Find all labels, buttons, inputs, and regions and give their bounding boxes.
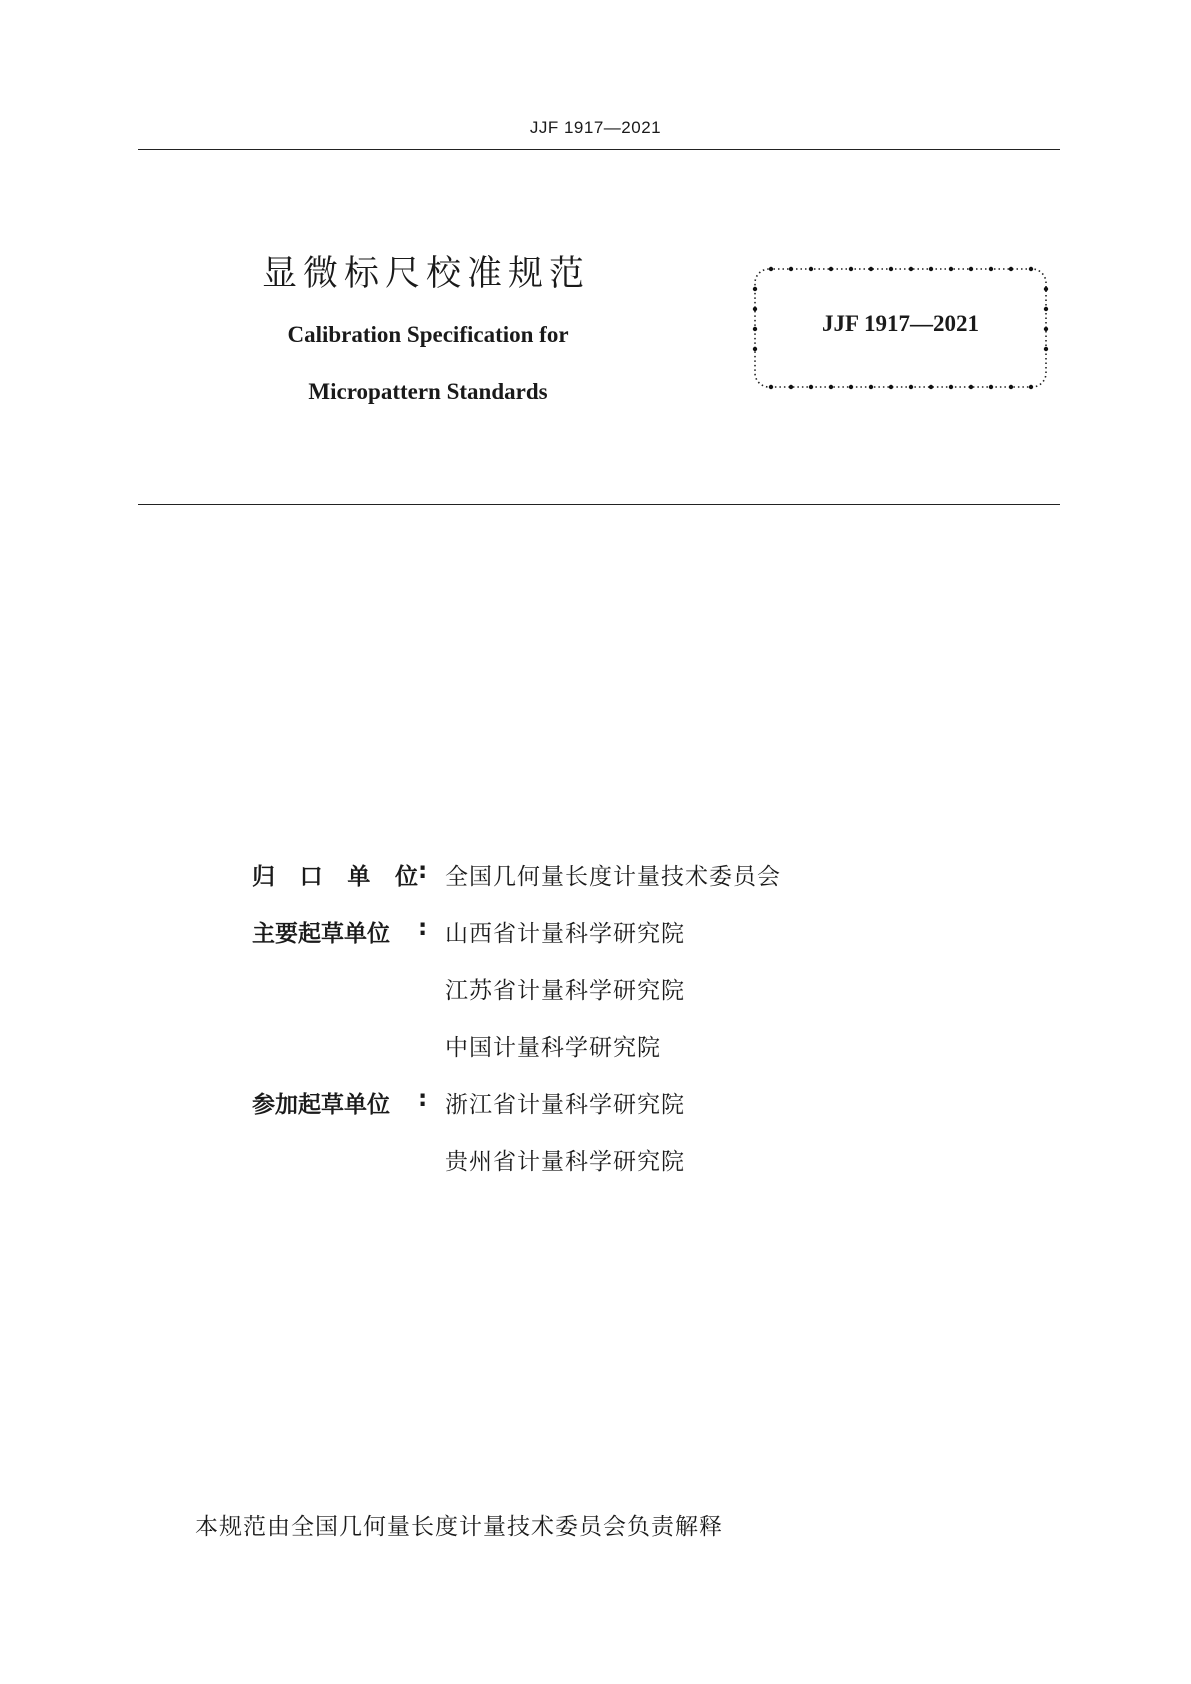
border-dot	[889, 385, 893, 389]
border-dot	[869, 385, 873, 389]
border-dot	[809, 267, 813, 271]
participating-drafting-label: 参加起草单位	[252, 1092, 390, 1118]
border-dot	[889, 267, 893, 271]
border-dot	[829, 385, 833, 389]
border-dot	[769, 267, 773, 271]
border-dot	[909, 267, 913, 271]
border-dot	[789, 267, 793, 271]
border-dot	[849, 267, 853, 271]
top-divider	[138, 149, 1060, 150]
label-colon: :	[418, 915, 428, 941]
border-dot	[1029, 385, 1033, 389]
main-drafting-label: 主要起草单位	[252, 921, 390, 947]
middle-divider	[138, 504, 1060, 505]
title-english-line2: Micropattern Standards	[308, 379, 548, 404]
standard-code-frame	[749, 263, 1052, 393]
main-drafting-unit: 中国计量科学研究院	[445, 1035, 661, 1061]
title-chinese: 显微标尺校准规范	[262, 254, 591, 294]
border-dot	[753, 287, 757, 291]
border-dot	[949, 267, 953, 271]
border-dot	[869, 267, 873, 271]
border-dot	[1009, 267, 1013, 271]
border-dot	[909, 385, 913, 389]
stamp-standard-code: JJF 1917—2021	[822, 311, 979, 336]
interpretation-note: 本规范由全国几何量长度计量技术委员会负责解释	[195, 1514, 723, 1540]
main-drafting-unit: 山西省计量科学研究院	[445, 921, 685, 947]
border-dot	[1029, 267, 1033, 271]
main-drafting-unit: 江苏省计量科学研究院	[445, 978, 685, 1004]
border-dot	[969, 267, 973, 271]
border-dot	[789, 385, 793, 389]
border-dot	[1009, 385, 1013, 389]
border-dot	[929, 267, 933, 271]
title-english-line1: Calibration Specification for	[287, 322, 569, 347]
label-colon: :	[418, 1086, 428, 1112]
border-dot	[969, 385, 973, 389]
border-dot	[1044, 287, 1048, 291]
responsible-unit-label: 归 口 单 位	[252, 864, 418, 890]
responsible-unit-value: 全国几何量长度计量技术委员会	[445, 864, 781, 890]
border-dot	[769, 385, 773, 389]
participating-drafting-unit: 浙江省计量科学研究院	[445, 1092, 685, 1118]
border-dot	[949, 385, 953, 389]
label-colon: :	[418, 858, 428, 884]
border-dot	[1044, 347, 1048, 351]
border-dot	[829, 267, 833, 271]
header-standard-code: JJF 1917—2021	[529, 118, 662, 137]
border-dot	[989, 267, 993, 271]
border-dot	[809, 385, 813, 389]
participating-drafting-unit: 贵州省计量科学研究院	[445, 1149, 685, 1175]
border-dot	[849, 385, 853, 389]
border-dot	[929, 385, 933, 389]
border-dot	[753, 347, 757, 351]
border-dot	[989, 385, 993, 389]
